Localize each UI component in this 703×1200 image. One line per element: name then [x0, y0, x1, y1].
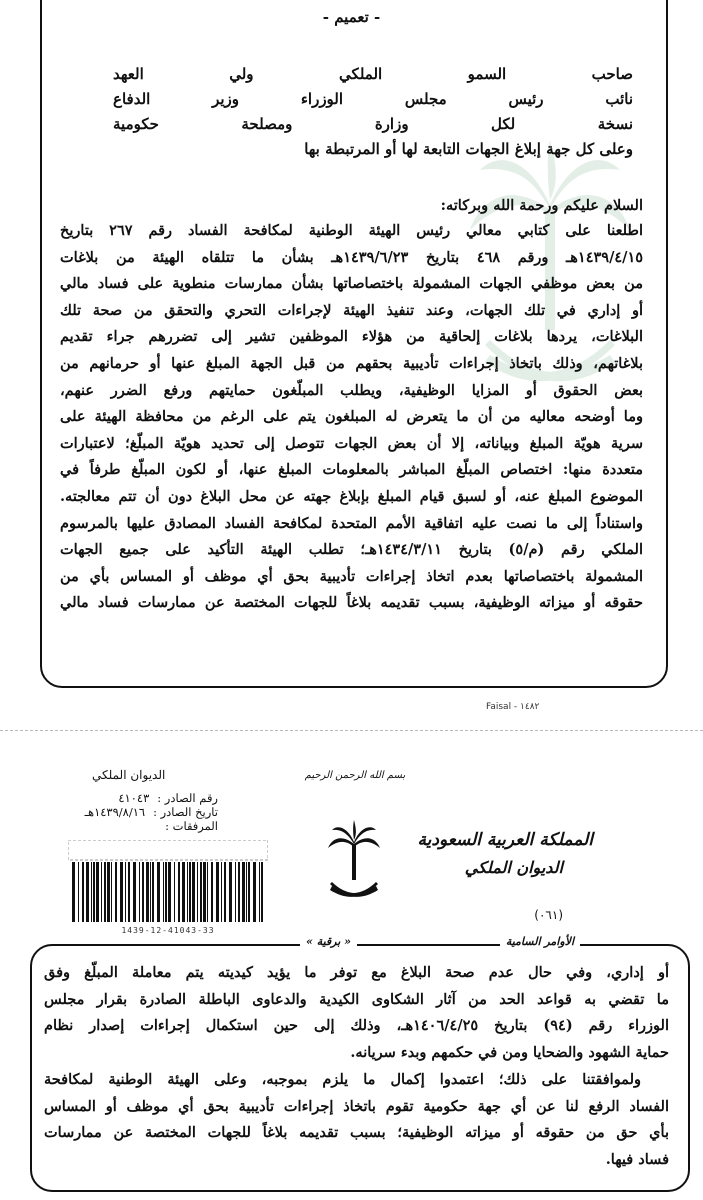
meta-label: المرفقات : — [165, 819, 218, 833]
meta-row — [68, 791, 218, 805]
circular-page-2 — [0, 740, 703, 1200]
document-title: - تعميم - — [322, 8, 381, 26]
body-line: حماية الشهود والضحايا ومن في حكمهم وبدء سريانه. — [350, 1044, 669, 1062]
barcode-icon — [68, 840, 268, 925]
body-line: حقوقه أو ميزاته الوظيفية، بسبب تقديمه بلاغاً للجهات المختصة عن ممارسات فساد مالي — [60, 594, 643, 612]
meta-value: ١٤٣٩/٨/١٦هـ — [84, 805, 146, 819]
body-line: ١٤٣٩/٤/١٥هـ ورقم ٤٦٨ بتاريخ ١٤٣٩/٦/٢٣هـ بشأن ما تتلقاه الهيئة من بلاغات — [60, 248, 643, 266]
body-line: فساد فيها. — [605, 1150, 669, 1168]
palm-swords-emblem-icon — [328, 820, 380, 900]
telegram-tag: « برقية » — [300, 935, 357, 948]
kingdom-name: المملكة العربية السعودية — [417, 830, 593, 850]
body-line: أو إداري، وفي حال عدم صحة البلاغ مع توفر ما يؤيد كيديته يتم معاملة المبلّغ وفق — [44, 964, 669, 981]
body-line: الوزراء رقم (٩٤) بتاريخ ١٤٠٦/٤/٢٥هـ، وذلك إلى حين استكمال إجراءات إصدار نظام — [44, 1017, 669, 1035]
body-line: بلاغاتهم، وذلك باتخاذ إجراءات تأديبية بحقهم من قبل الجهة المبلغ عنها أو حرمانهم من — [60, 354, 643, 372]
body-line: من بعض موظفي الجهات المشمولة باختصاصاتها بشأن ممارسات منطوية على فساد مالي — [60, 275, 643, 293]
meta-label: تاريخ الصادر : — [153, 805, 218, 819]
body-line: وما أوضحه معاليه من أن ما يتعرض له المبلغون يتم على الرغم من محافظة الهيئة على — [60, 408, 643, 426]
barcode-number: 1439-12-41043-33 — [121, 926, 215, 935]
outgoing-meta — [68, 791, 218, 833]
diwan-header-left: الديوان الملكي — [92, 768, 166, 782]
addressee-line: صاحب السمو الملكي ولي العهد — [113, 65, 633, 83]
meta-row — [68, 819, 218, 833]
body-line: ما تقضي به قواعد الحد من آثار الشكاوى الكيدية والدعاوى الباطلة الصادرة بقرار مجلس — [44, 990, 669, 1008]
body-line: واستناداً إلى ما نصت عليه اتفاقية الأمم المتحدة لمكافحة الفساد المصادق عليها بالمرسوم — [60, 514, 643, 532]
body-line: اطلعنا على كتابي معالي رئيس الهيئة الوطنية لمكافحة الفساد رقم ٢٦٧ بتاريخ — [60, 222, 643, 239]
meta-label: رقم الصادر : — [157, 791, 218, 805]
body-line: الفساد الرفع لنا عن أي جهة حكومية تقوم باتخاذ إجراءات تأديبية بحق أي موظف أو المساس — [44, 1097, 669, 1115]
body-line: متعددة منها: اختصاص المبلّغ المباشر بالمعلومات المبلغ عنها، أو لكون المبلّغ طرفاً في — [60, 461, 643, 479]
telegram-body-text — [44, 960, 669, 1174]
body-line: المشمولة باختصاصاتها بعدم اتخاذ إجراءات تأديبية بحق أي موظف أو المساس بأي من — [60, 567, 643, 585]
greeting: السلام عليكم ورحمة الله وبركاته: — [440, 197, 643, 214]
document-number: (٠٦١) — [534, 908, 563, 922]
basmala: بسم الله الرحمن الرحيم — [304, 770, 406, 781]
addressee-line: نائب رئيس مجلس الوزراء وزير الدفاع — [113, 90, 633, 108]
body-line: سرية هويّة المبلغ وبياناته، إلا أن بعض الجهات تتوصل إلى تحديد هويّة المبلّغ؛ لاعتبارات — [60, 434, 643, 452]
body-line: الموضوع المبلغ عنه، أو لسبق قيام المبلغ بإبلاغ جهته عن محل البلاغ دون أن تتم معالجته. — [60, 487, 643, 505]
page-divider — [0, 730, 703, 731]
footer-label: Faisal - ١٤٨٢ — [486, 702, 540, 712]
royal-orders-tag: الأوامر السامية — [500, 935, 580, 948]
addressee-line: وعلى كل جهة إبلاغ الجهات التابعة لها أو المرتبطة بها — [304, 140, 633, 158]
body-line: بعض الحقوق أو المزايا الوظيفية، ويطلب المبلّغون حمايتهم ورفع الضرر عنهم، — [60, 381, 643, 399]
meta-value: ٤١٠٤٣ — [118, 791, 150, 805]
diwan-name: الديوان الملكي — [464, 858, 563, 877]
body-line: بأي حق من حقوقه أو ميزاته الوظيفية؛ بسبب تقديمه بلاغاً للجهات المختصة عن ممارسات — [44, 1124, 669, 1142]
body-line: الملكي رقم (م/٥) بتاريخ ١٤٣٤/٣/١١هـ؛ تطلب الهيئة التأكيد على جميع الجهات — [60, 541, 643, 559]
addressee-block — [113, 62, 633, 162]
body-line: أو إداري في تلك الجهات، وعند تنفيذ الهيئة لإجراءات التحري والتحقق من صحة تلك — [60, 301, 643, 319]
body-text — [60, 218, 643, 617]
meta-row — [68, 805, 218, 819]
body-line: البلاغات، يردها بلاغات إلحاقية من هؤلاء الموظفين تشير إلى تضررهم جراء تقديم — [60, 328, 643, 346]
body-line: ولموافقتنا على ذلك؛ اعتمدوا إكمال ما يلزم بموجبه، وعلى الهيئة الوطنية لمكافحة — [44, 1070, 641, 1088]
addressee-line: نسخة لكل وزارة ومصلحة حكومية — [113, 115, 633, 133]
